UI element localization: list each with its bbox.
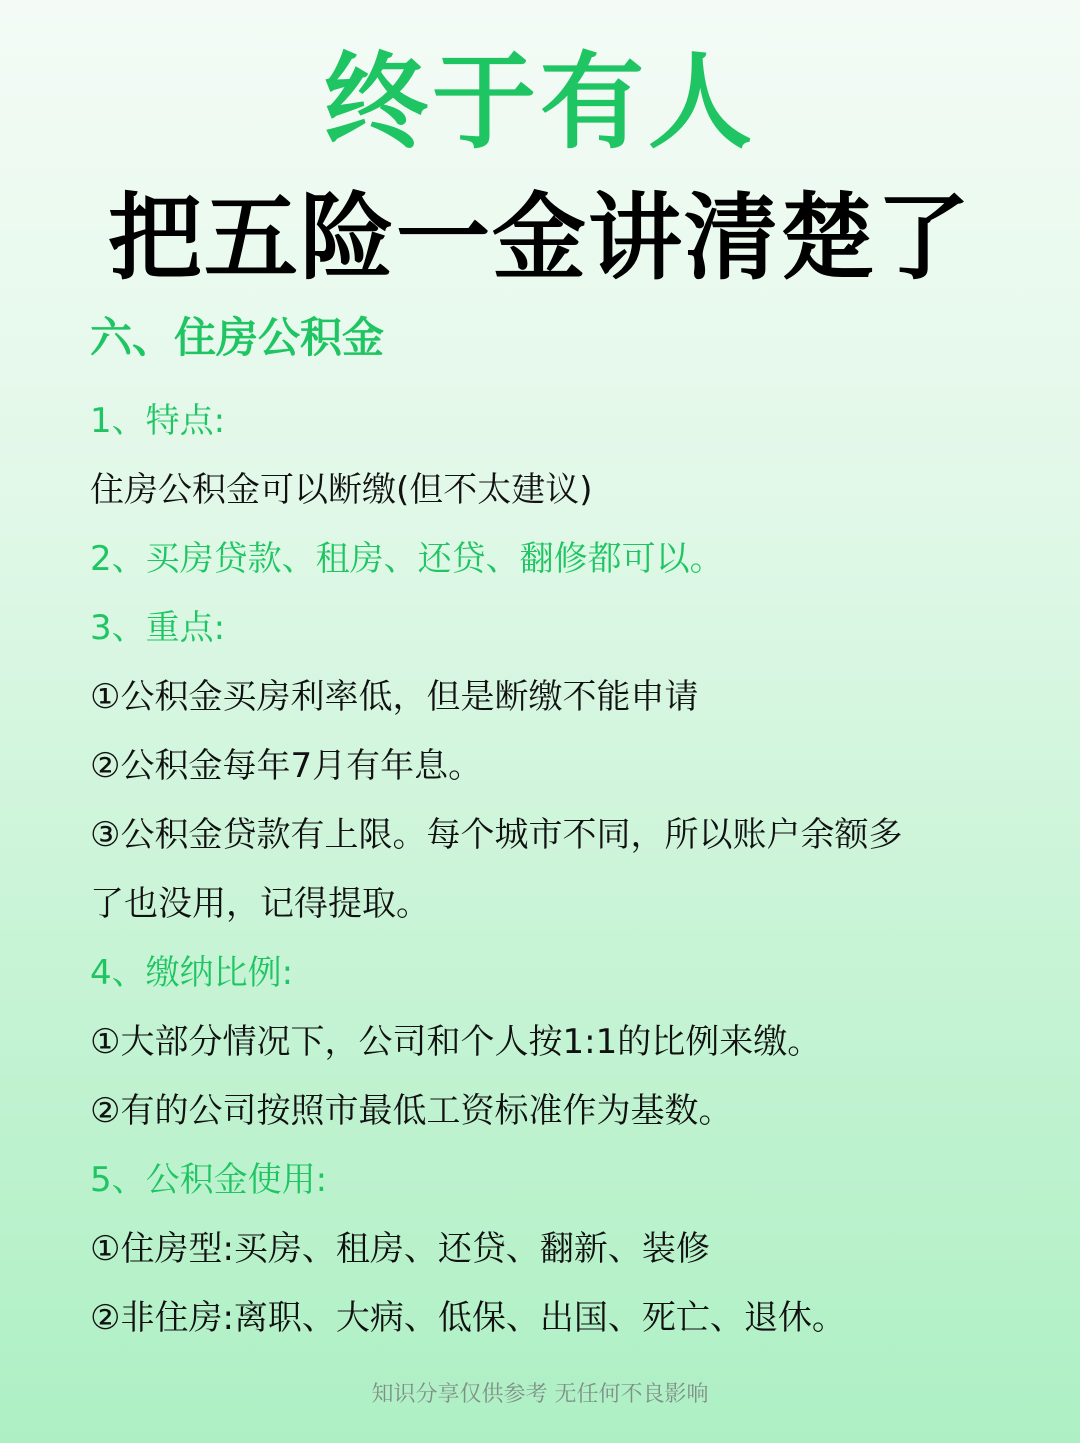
subheading-use: 5、公积金使用:	[90, 1160, 328, 1200]
subheading-features: 1、特点:	[90, 401, 226, 441]
subheading-ratio: 4、缴纳比例:	[90, 953, 294, 993]
footer-disclaimer: 知识分享仅供参考 无任何不良影响	[371, 1382, 709, 1407]
section-heading: 六、住房公积金	[90, 313, 385, 362]
title-line-2: 把五险一金讲清楚了	[107, 184, 972, 293]
subheading-key-points: 3、重点:	[90, 608, 226, 648]
text-line: 住房公积金可以断缴(但不太建议)	[90, 470, 593, 510]
title-line-1: 终于有人	[323, 41, 756, 163]
text-line: ①住房型:买房、租房、还贷、翻新、装修	[90, 1229, 710, 1269]
text-line: ②有的公司按照市最低工资标准作为基数。	[90, 1091, 733, 1131]
text-line: ②公积金每年7月有年息。	[90, 746, 483, 786]
text-line: ②非住房:离职、大病、低保、出国、死亡、退休。	[90, 1298, 846, 1338]
text-line: ③公积金贷款有上限。每个城市不同，所以账户余额多	[90, 815, 903, 855]
text-line: 了也没用，记得提取。	[90, 884, 430, 924]
subheading-usage: 2、买房贷款、租房、还贷、翻修都可以。	[90, 539, 724, 579]
text-line: ①公积金买房利率低，但是断缴不能申请	[90, 677, 699, 717]
text-line: ①大部分情况下，公司和个人按1:1的比例来缴。	[90, 1022, 822, 1062]
